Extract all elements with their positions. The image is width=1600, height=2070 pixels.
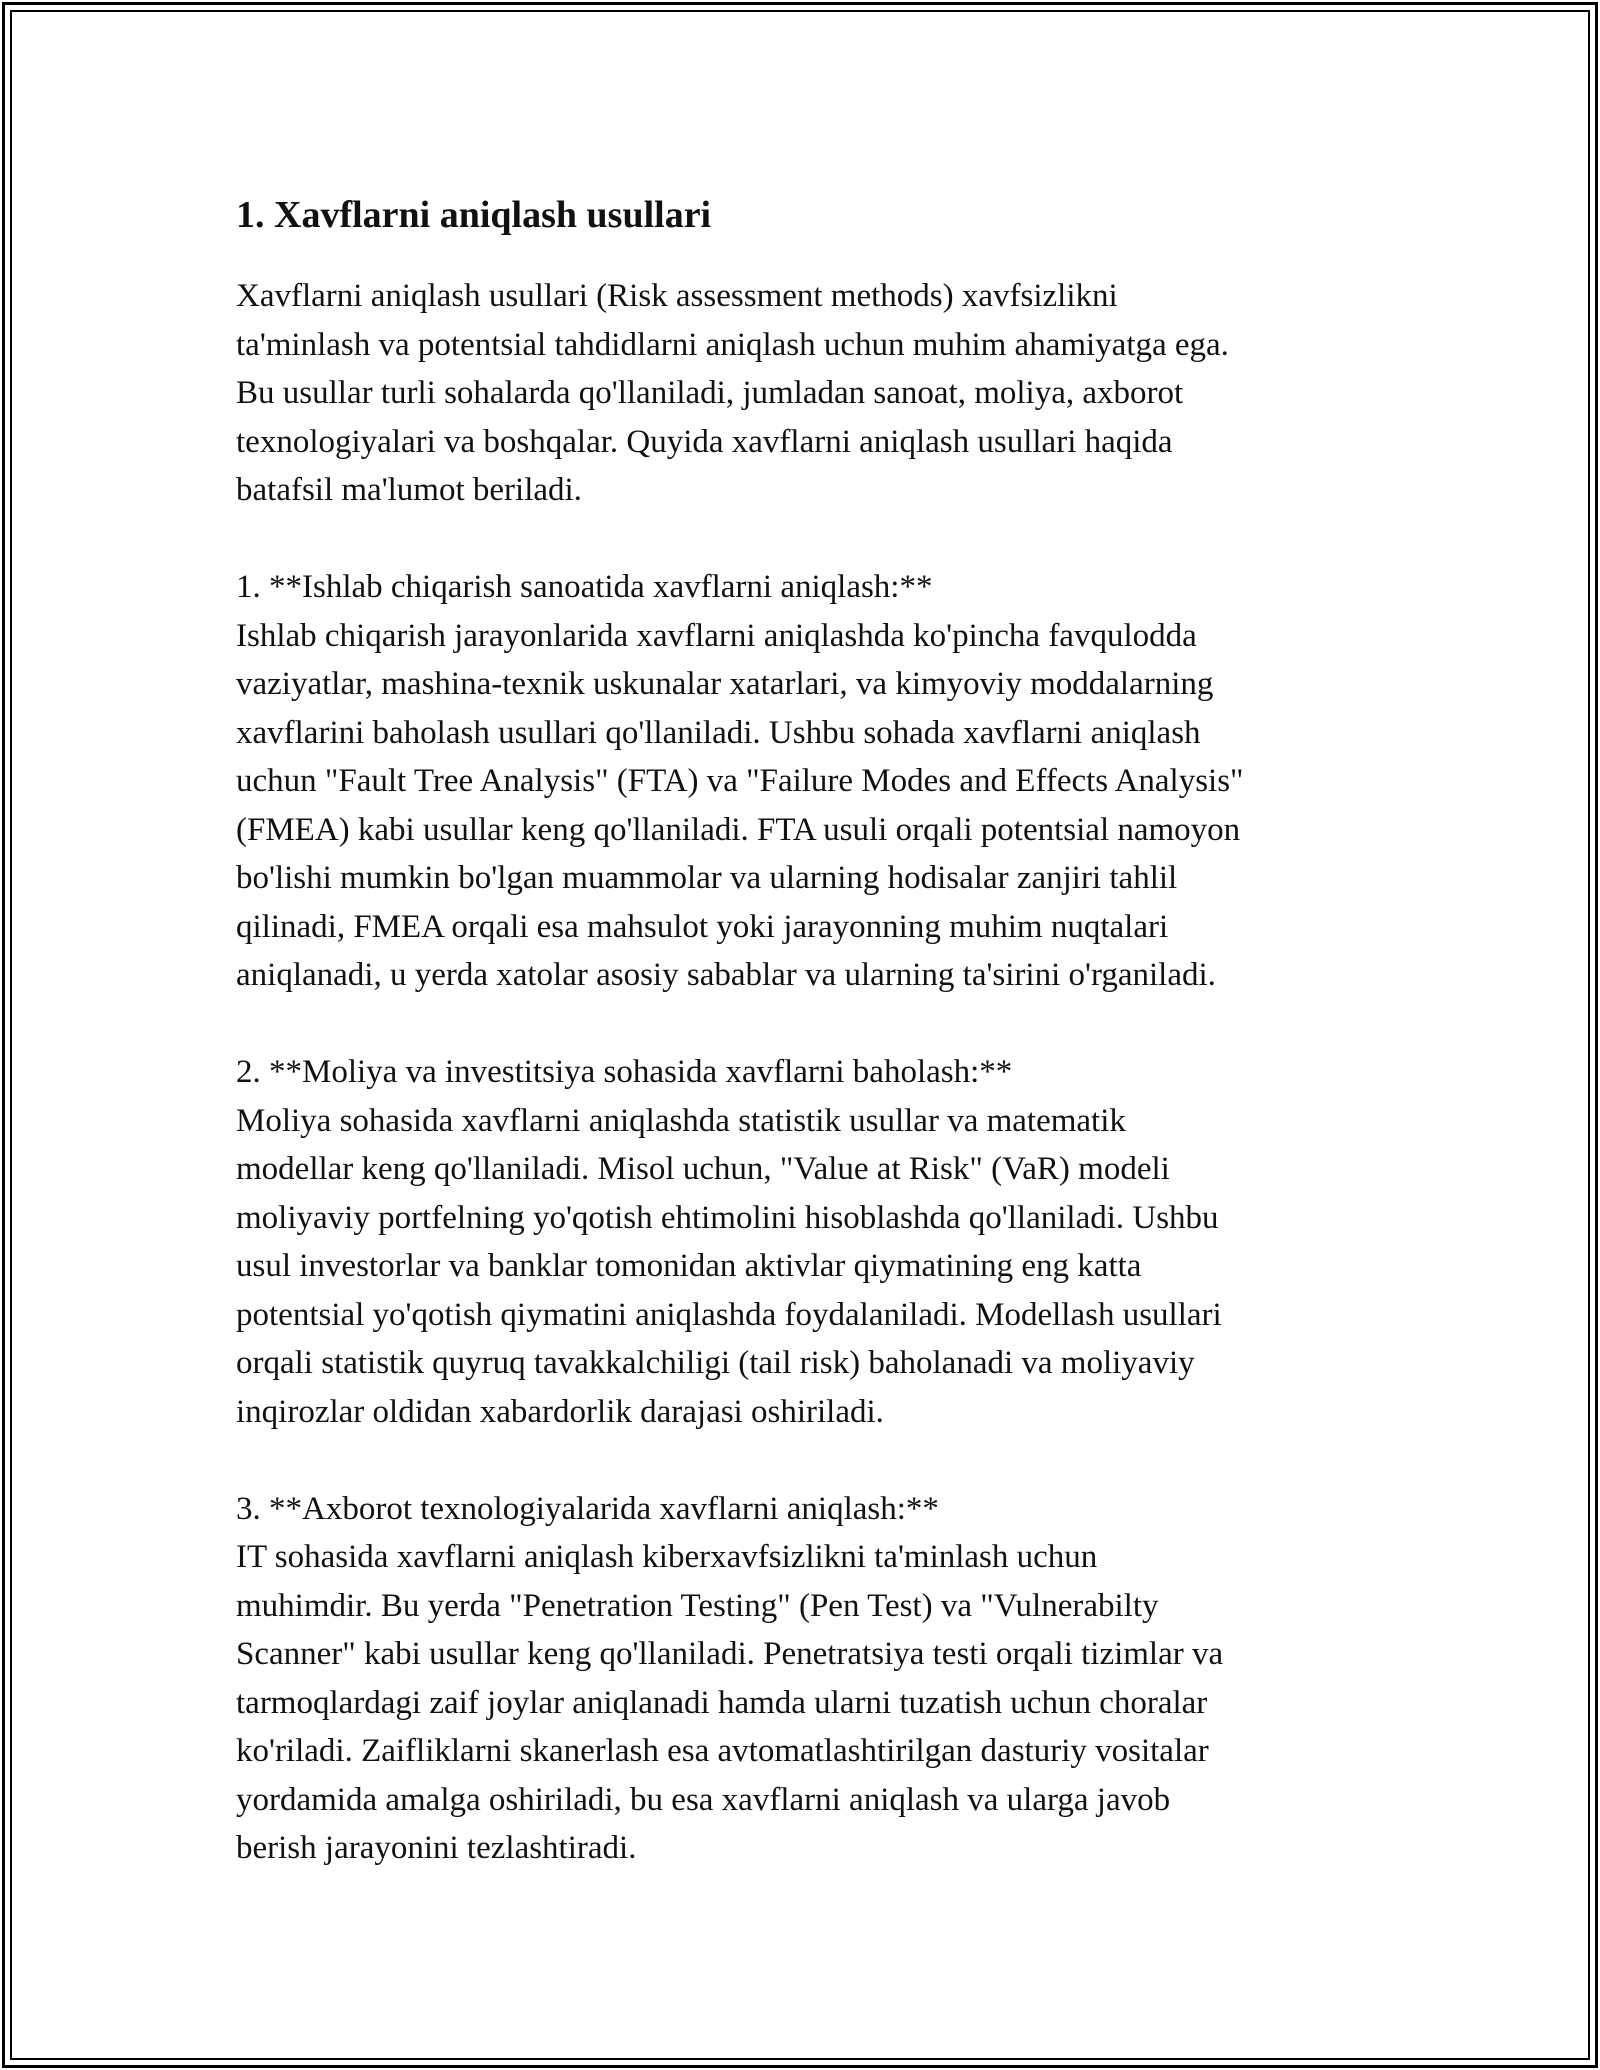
section-3 — [236, 1485, 1376, 1873]
document-body — [236, 186, 1376, 1921]
section-2-body: Moliya sohasida xavflarni aniqlashda statistik usullar va matematik modellar keng qo'llaniladi. Misol uchun, "Value at Risk" (VaR) modeli moliyaviy portfelning yo'qotish ehtimolini hisoblashda qo'llaniladi. Ushbu usul investorlar va banklar tomonidan aktivlar qiymatining eng katta potentsial yo'qotish qiymatini aniqlashda foydalaniladi. Modellash usullari orqali statistik quyruq tavakkalchiligi (tail risk) baholanadi va moliyaviy inqirozlar oldidan xabardorlik darajasi oshiriladi. — [236, 1102, 1222, 1430]
section-2 — [236, 1048, 1376, 1436]
intro-paragraph: Xavflarni aniqlash usullari (Risk assessment methods) xavfsizlikni ta'minlash va potentsial tahdidlarni aniqlash uchun muhim ahamiyatga ega. Bu usullar turli sohalarda qo'llaniladi, jumladan sanoat, moliya, axborot texnologiyalari va boshqalar. Quyida xavflarni aniqlash usullari haqida batafsil ma'lumot beriladi. — [236, 278, 1229, 508]
section-1 — [236, 563, 1376, 1000]
section-3-body: IT sohasida xavflarni aniqlash kiberxavfsizlikni ta'minlash uchun muhimdir. Bu yerda "Penetration Testing" (Pen Test) va "Vulnerabilty Scanner" kabi usullar keng qo'llaniladi. Penetratsiya testi orqali tizimlar va tarmoqlardagi zaif joylar aniqlanadi hamda ularni tuzatish uchun choralar ko'riladi. Zaifliklarni skanerlash esa avtomatlashtirilgan dasturiy vositalar yordamida amalga oshiriladi, bu esa xavflarni aniqlash va ularga javob berish jarayonini tezlashtiradi. — [236, 1539, 1224, 1866]
section-2-paragraph — [236, 1048, 1376, 1436]
section-2-title: 2. **Moliya va investitsiya sohasida xavflarni baholash:** — [236, 1054, 1013, 1090]
section-1-title: 1. **Ishlab chiqarish sanoatida xavflarni aniqlash:** — [236, 569, 933, 605]
section-1-body: Ishlab chiqarish jarayonlarida xavflarni aniqlashda ko'pincha favqulodda vaziyatlar, mashina-texnik uskunalar xatarlari, va kimyoviy moddalarning xavflarini baholash usullari qo'llaniladi. Ushbu sohada xavflarni aniqlash uchun "Fault Tree Analysis" (FTA) va "Failure Modes and Effects Analysis" (FMEA) kabi usullar keng qo'llaniladi. FTA usuli orqali potentsial namoyon bo'lishi mumkin bo'lgan muammolar va ularning hodisalar zanjiri tahlil qilinadi, FMEA orqali esa mahsulot yoki jarayonning muhim nuqtalari aniqlanadi, u yerda xatolar asosiy sabablar va ularning ta'sirini o'rganiladi. — [236, 617, 1244, 993]
section-1-paragraph — [236, 563, 1376, 1000]
section-3-paragraph — [236, 1485, 1376, 1873]
section-3-title: 3. **Axborot texnologiyalarida xavflarni aniqlash:** — [236, 1490, 939, 1527]
section-heading: 1. Xavflarni aniqlash usullari — [236, 194, 712, 236]
